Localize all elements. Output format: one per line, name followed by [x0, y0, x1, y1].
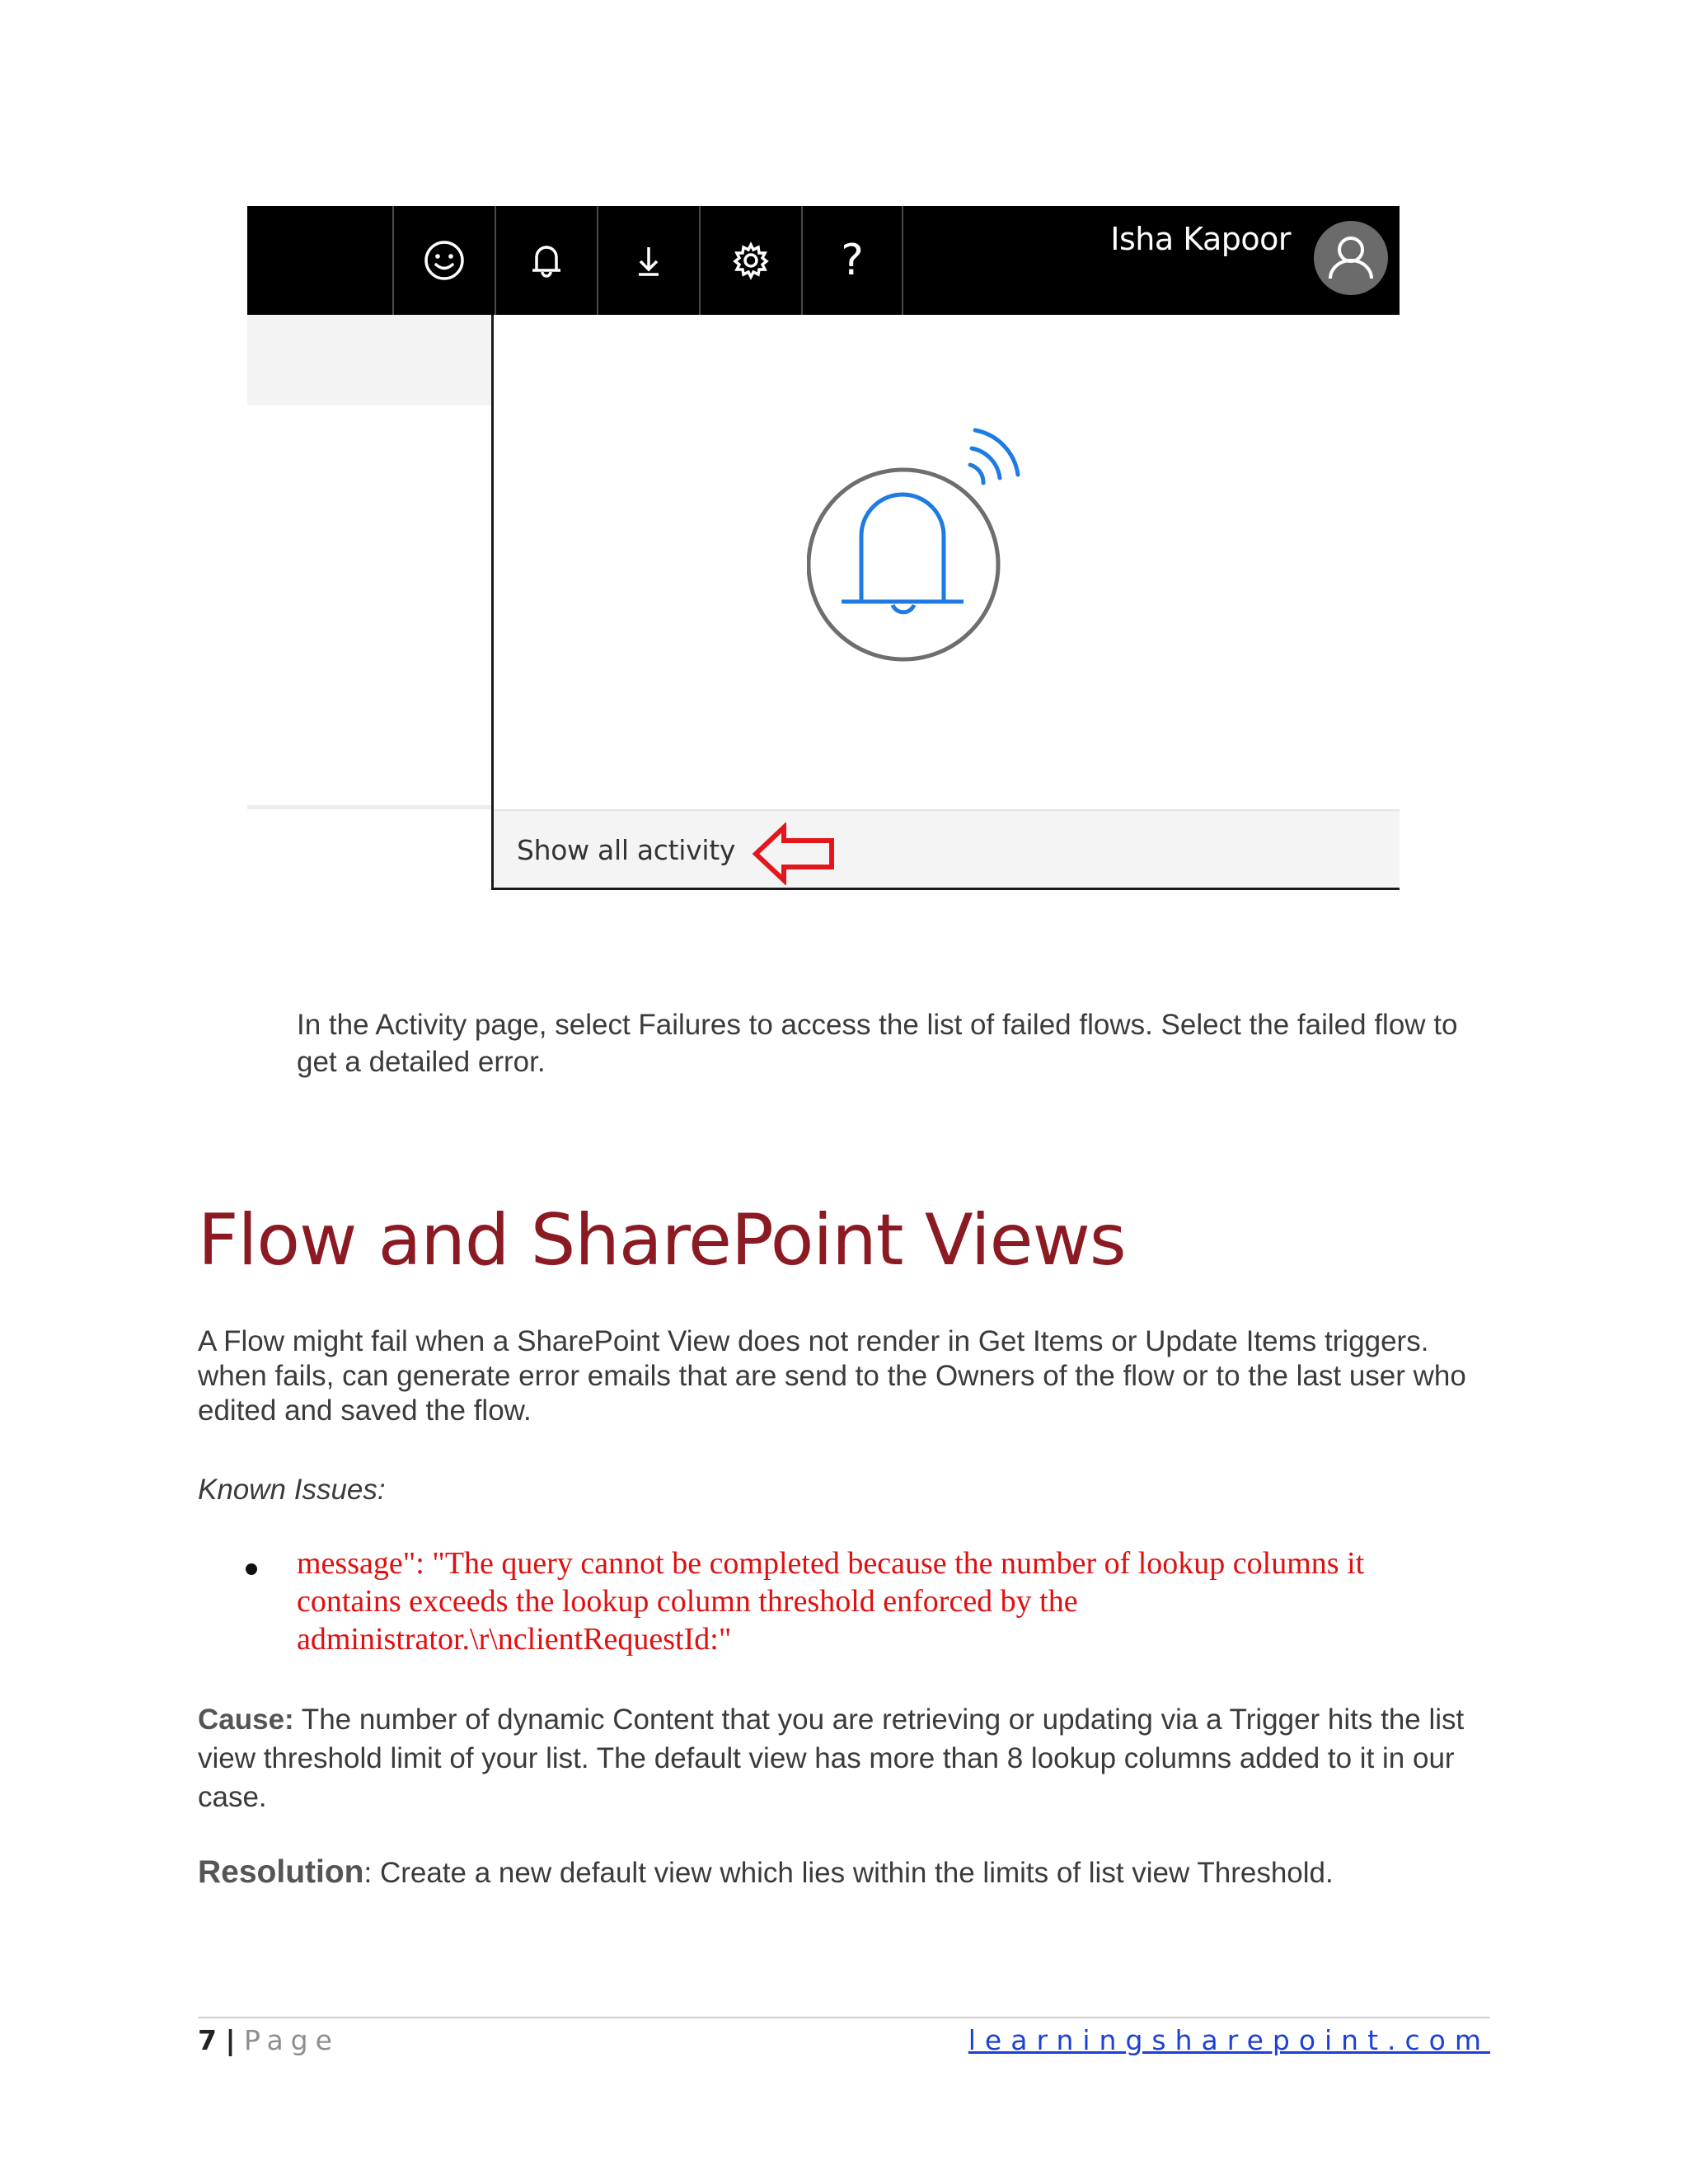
- left-pane-divider: [247, 805, 491, 809]
- person-icon: [1314, 221, 1388, 295]
- user-avatar[interactable]: [1314, 221, 1388, 295]
- empty-notifications-bell-icon: [807, 414, 1071, 686]
- known-issues-label: Known Issues:: [198, 1474, 386, 1506]
- page-separator: |: [225, 2024, 236, 2056]
- show-all-activity-link[interactable]: Show all activity: [517, 834, 736, 866]
- top-navigation-bar: [247, 206, 1400, 315]
- cause-text: The number of dynamic Content that you are retrieving or updating via a Trigger hits the list view threshold limit of your list. The default view has more than 8 lookup columns added to it in our case.: [198, 1704, 1465, 1813]
- gear-icon: [728, 237, 774, 284]
- user-name: Isha Kapoor: [1110, 221, 1291, 257]
- left-pane: [247, 315, 491, 405]
- cause-paragraph: [198, 1700, 1500, 1816]
- site-link[interactable]: learningsharepoint.com: [968, 2024, 1490, 2056]
- footer-divider: [198, 2017, 1490, 2018]
- bullet-dot-icon: [246, 1563, 257, 1575]
- notification-panel-screenshot: [247, 206, 1400, 890]
- section-heading: Flow and SharePoint Views: [198, 1199, 1126, 1282]
- settings-button[interactable]: [699, 206, 801, 315]
- smiley-icon: [421, 237, 467, 284]
- page-number-value: 7: [198, 2024, 217, 2056]
- red-left-arrow-icon: [751, 823, 837, 885]
- intro-paragraph: A Flow might fail when a SharePoint View does not render in Get Items or Update Items triggers. when fails, can generate error emails that are send to the Owners of the flow or to the last user who edited and saved the flow.: [198, 1325, 1466, 1427]
- help-button[interactable]: [801, 206, 903, 315]
- help-icon: ?: [841, 236, 864, 285]
- resolution-paragraph: [198, 1854, 1500, 1891]
- known-issue-item: message": "The query cannot be completed because the number of lookup columns it contains exceeds the lookup column threshold enforced by the administrator.\r\nclientRequestId:": [297, 1546, 1365, 1657]
- activity-paragraph: In the Activity page, select Failures to access the list of failed flows. Select the failed flow to get a detailed error.: [297, 1009, 1458, 1078]
- panel-footer: [494, 809, 1400, 888]
- resolution-text: : Create a new default view which lies within the limits of list view Threshold.: [363, 1857, 1334, 1889]
- notifications-button[interactable]: [495, 206, 597, 315]
- download-button[interactable]: [597, 206, 699, 315]
- notifications-panel: [491, 315, 1400, 890]
- page-word: Page: [244, 2024, 340, 2056]
- resolution-label: Resolution: [198, 1854, 364, 1890]
- feedback-button[interactable]: [392, 206, 495, 315]
- page-number: [198, 2024, 340, 2056]
- bell-icon: [523, 237, 570, 284]
- download-icon: [626, 237, 672, 284]
- cause-label: Cause:: [198, 1704, 294, 1736]
